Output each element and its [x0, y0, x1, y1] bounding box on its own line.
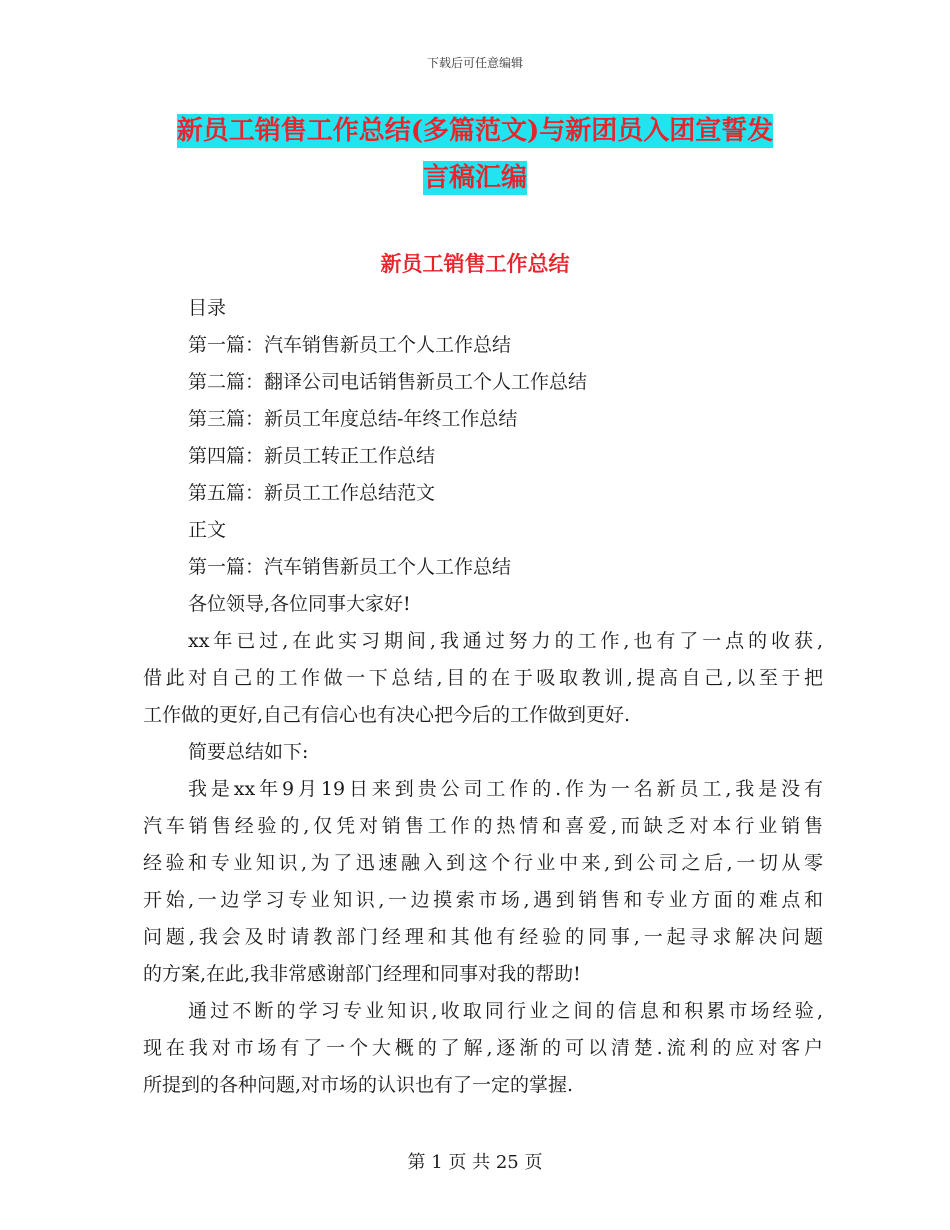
paragraph-line: 开始,一边学习专业知识,一边摸索市场,遇到销售和专业方面的难点和	[143, 889, 823, 911]
paragraph-line: 工作做的更好,自己有信心也有决心把今后的工作做到更好.	[143, 704, 631, 726]
article-title: 第一篇：汽车销售新员工个人工作总结	[188, 556, 512, 578]
toc-item: 第三篇：新员工年度总结-年终工作总结	[188, 408, 518, 430]
summary-intro: 简要总结如下:	[188, 741, 309, 763]
paragraph-line: 通过不断的学习专业知识,收取同行业之间的信息和积累市场经验,	[188, 1000, 823, 1022]
document-body	[143, 290, 823, 1104]
toc-item: 第五篇：新员工工作总结范文	[188, 482, 436, 504]
content-heading: 正文	[188, 519, 227, 541]
paragraph-line: 问题,我会及时请教部门经理和其他有经验的同事,一起寻求解决问题	[143, 926, 823, 948]
header-note: 下载后可任意编辑	[426, 56, 523, 70]
toc-item: 第二篇：翻译公司电话销售新员工个人工作总结	[188, 371, 588, 393]
toc-heading: 目录	[188, 297, 227, 319]
paragraph-line: 借此对自己的工作做一下总结,目的在于吸取教训,提高自己,以至于把	[143, 667, 823, 689]
paragraph-line: 经验和专业知识,为了迅速融入到这个行业中来,到公司之后,一切从零	[143, 852, 823, 874]
paragraph-line: 所提到的各种问题,对市场的认识也有了一定的掌握.	[143, 1074, 574, 1096]
document-title	[0, 108, 950, 202]
paragraph-line: 汽车销售经验的,仅凭对销售工作的热情和喜爱,而缺乏对本行业销售	[143, 815, 823, 837]
paragraph-line: xx年已过,在此实习期间,我通过努力的工作,也有了一点的收获,	[188, 630, 823, 652]
section-title: 新员工销售工作总结	[380, 251, 570, 276]
page-footer: 第 1 页 共 25 页	[407, 1152, 543, 1173]
title-line-1: 新员工销售工作总结(多篇范文)与新团员入团宣誓发	[176, 116, 774, 146]
title-line-2: 言稿汇编	[422, 163, 527, 193]
greeting: 各位领导,各位同事大家好!	[188, 593, 411, 615]
paragraph-line: 的方案,在此,我非常感谢部门经理和同事对我的帮助!	[143, 963, 581, 985]
toc-item: 第四篇：新员工转正工作总结	[188, 445, 436, 467]
paragraph-line: 我是xx年9月19日来到贵公司工作的.作为一名新员工,我是没有	[188, 778, 823, 800]
toc-item: 第一篇：汽车销售新员工个人工作总结	[188, 334, 512, 356]
paragraph-line: 现在我对市场有了一个大概的了解,逐渐的可以清楚.流利的应对客户	[143, 1037, 823, 1059]
